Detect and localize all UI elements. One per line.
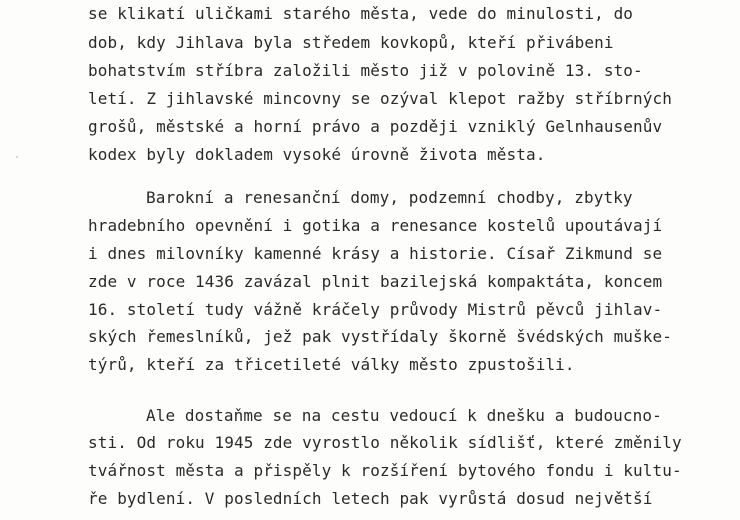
- text-line: Barokní a renesanční domy, podzemní chodby, zbytky: [146, 188, 633, 207]
- text-line: bohatstvím stříbra založili město již v polovině 13. sto-: [88, 61, 643, 80]
- text-line: hradebního opevnění i gotika a renesance kostelů upoutávají: [88, 216, 663, 235]
- text-line: sti. Od roku 1945 zde vyrostlo několik sídlišť, které změnily: [88, 433, 682, 452]
- text-line: tvářnost města a přispěly k rozšíření bytového fondu i kultu-: [88, 461, 682, 480]
- text-line: kodex byly dokladem vysoké úrovně života města.: [88, 145, 546, 164]
- text-line: 16. století tudy vážně kráčely průvody Mistrů pěvců jihlav-: [88, 300, 663, 319]
- text-line: i dnes milovníky kamenné krásy a historie. Císař Zikmund se: [88, 244, 663, 263]
- text-line: letí. Z jihlavské mincovny se ozýval klepot ražby stříbrných: [88, 89, 672, 108]
- margin-mark: [16, 156, 18, 158]
- text-line: grošů, městské a horní právo a později vzniklý Gelnhausenův: [88, 117, 663, 136]
- text-line: zde v roce 1436 zavázal plnit bazilejská kompaktáta, koncem: [88, 272, 663, 291]
- text-line: se klikatí uličkami starého města, vede do minulosti, do: [88, 4, 634, 23]
- text-line: Ale dostaňme se na cestu vedoucí k dnešku a budoucno-: [146, 406, 662, 425]
- text-line: dob, kdy Jihlava byla středem kovkopů, kteří přivábeni: [88, 33, 614, 52]
- text-line: ských řemeslníků, jež pak vystřídaly škorně švédských muške-: [88, 327, 672, 346]
- text-line: ře bydlení. V posledních letech pak vyrůstá dosud největší: [88, 489, 653, 508]
- text-line: týrů, kteří za třicetileté války město zpustošili.: [88, 355, 575, 374]
